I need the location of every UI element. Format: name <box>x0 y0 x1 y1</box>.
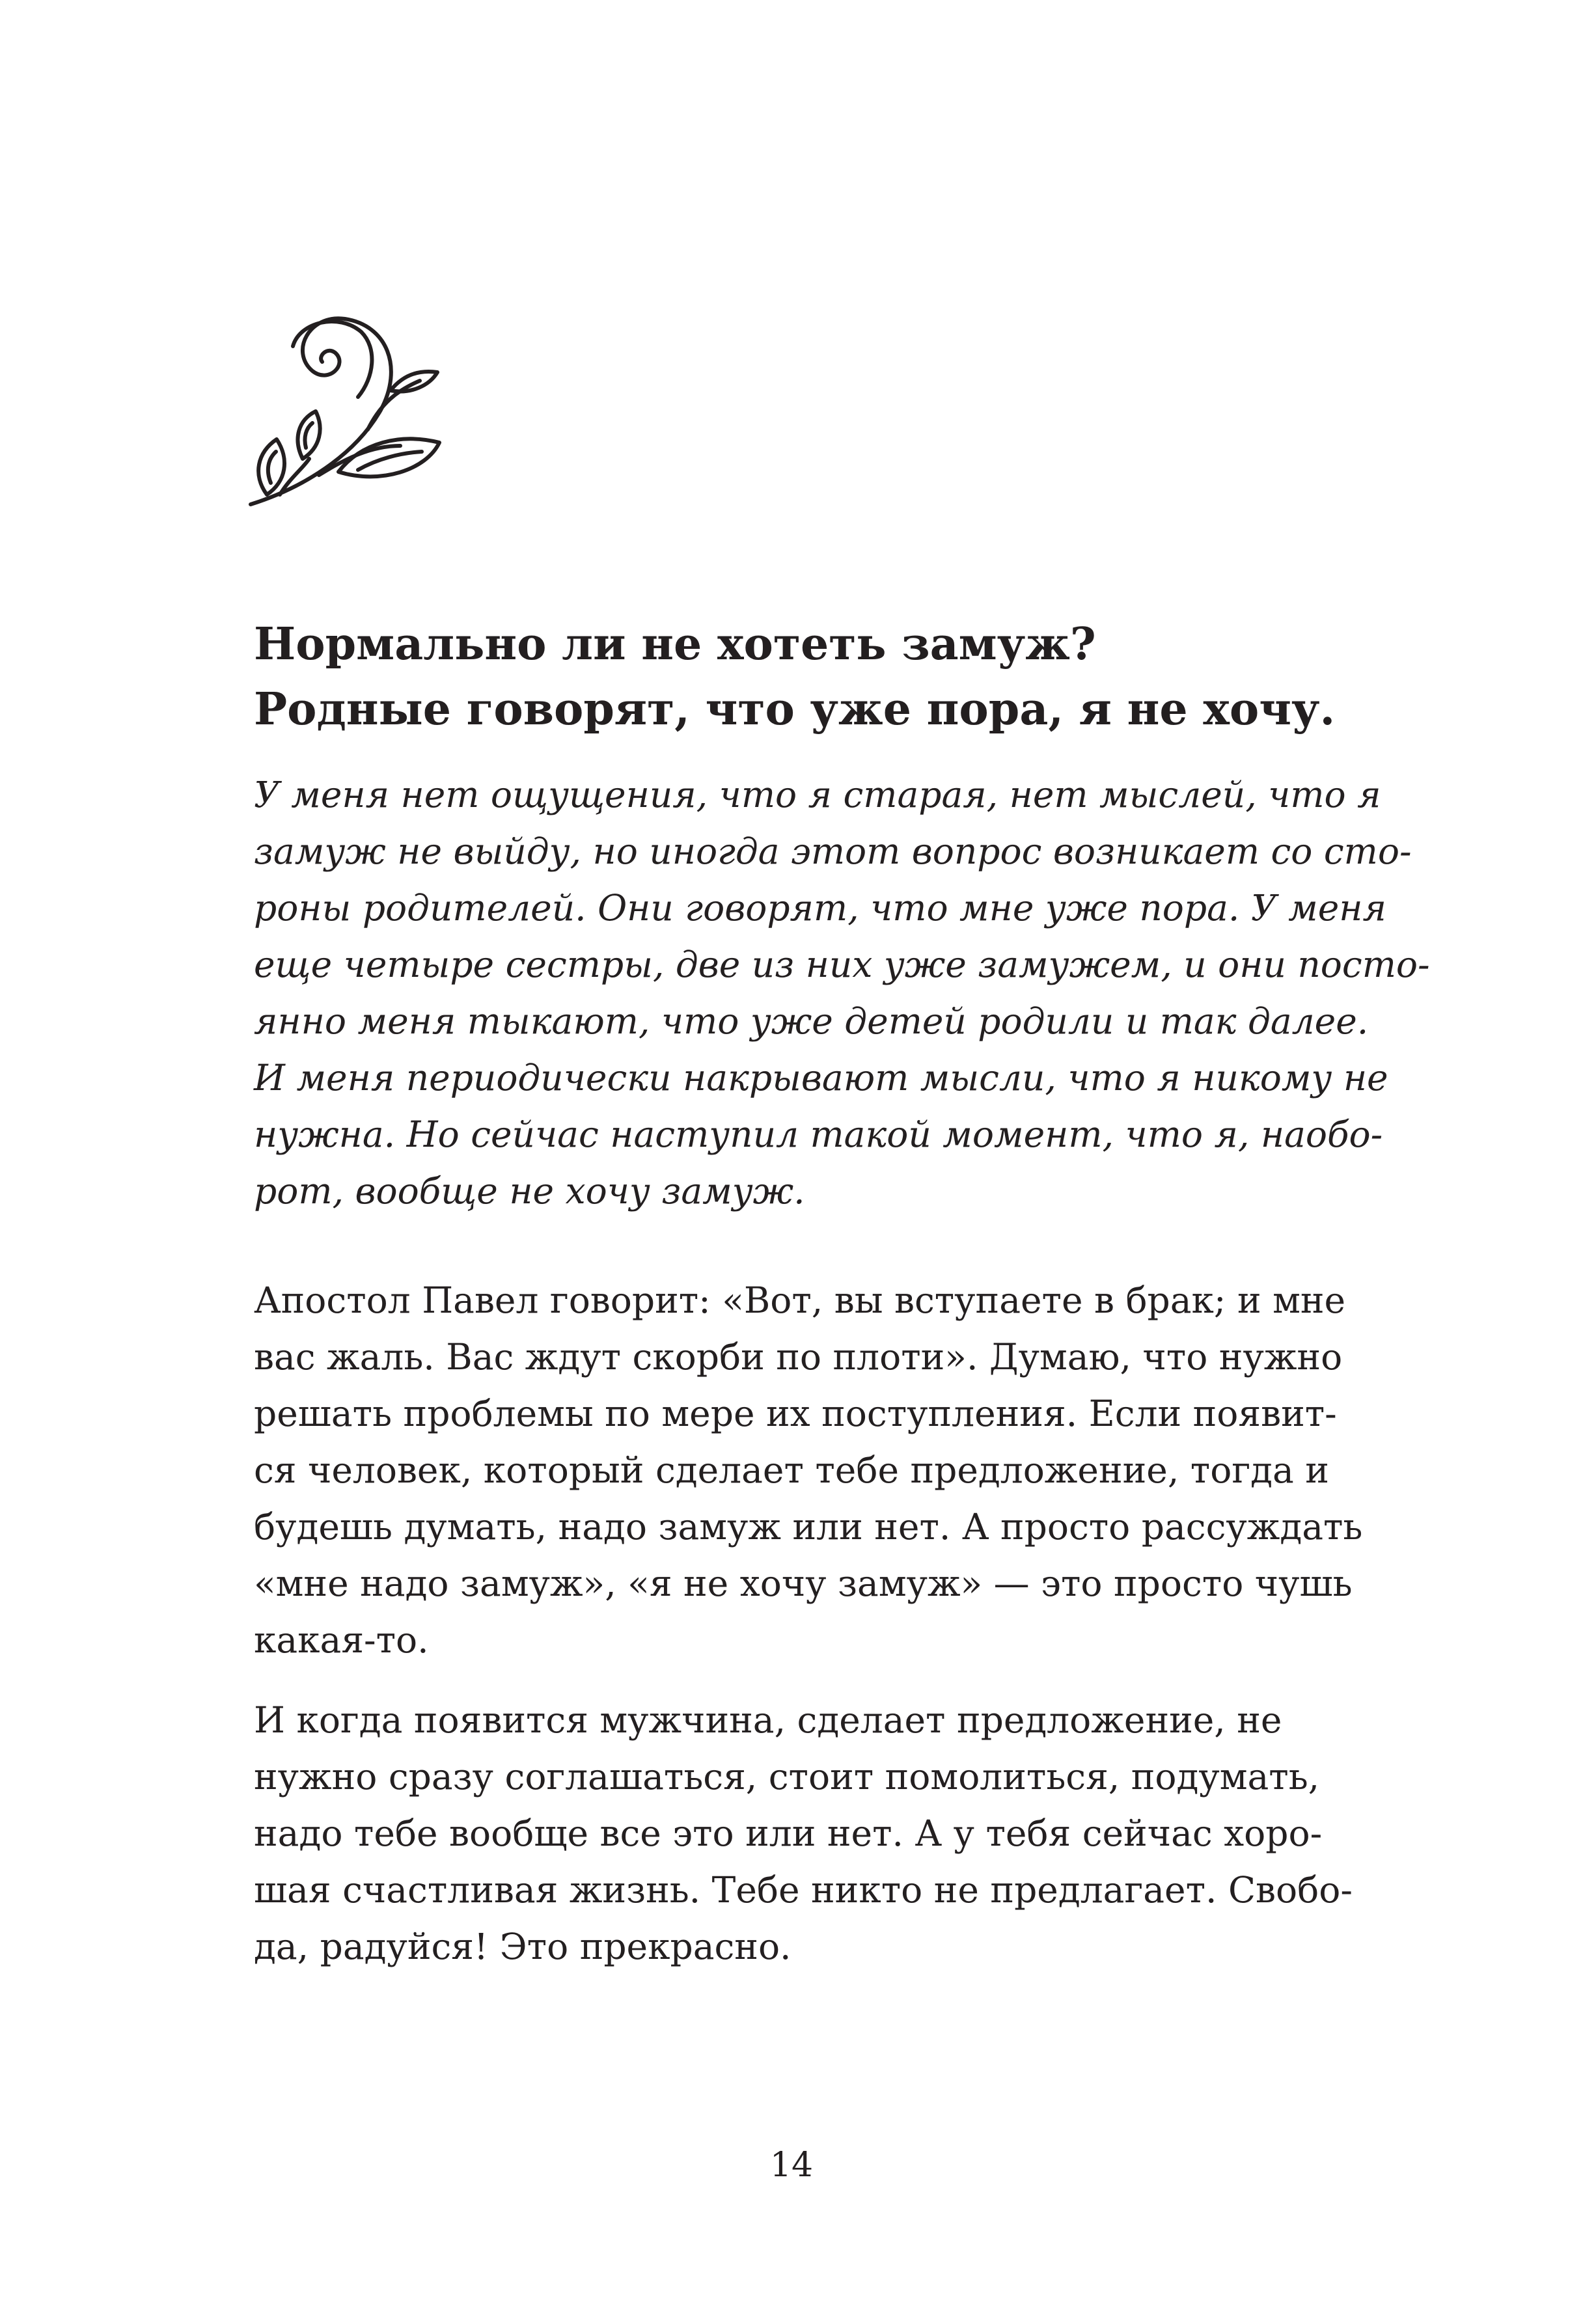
answer-line: надо тебе вообще все это или нет. А у тебя сейчас хоро- <box>254 1812 1323 1854</box>
answer-line: какая-то. <box>254 1619 429 1661</box>
question-line: У меня нет ощущения, что я старая, нет мыслей, что я <box>254 774 1381 815</box>
answer-line: ся человек, который сделает тебе предложение, тогда и <box>254 1449 1329 1491</box>
answer-line: шая счастливая жизнь. Тебе никто не предлагает. Свобо- <box>254 1869 1353 1911</box>
answer-line: Апостол Павел говорит: «Вот, вы вступаете в брак; и мне <box>254 1279 1346 1321</box>
page-number: 14 <box>769 2146 814 2185</box>
answer-line: решать проблемы по мере их поступления. Если появит- <box>254 1393 1337 1434</box>
answer-line: вас жаль. Вас ждут скорби по плоти». Думаю, что нужно <box>254 1336 1343 1378</box>
question-line: замуж не выйду, но иногда этот вопрос возникает со сто- <box>254 830 1412 872</box>
title-line: Нормально ли не хотеть замуж? <box>254 618 1096 670</box>
question-line: еще четыре сестры, две из них уже замужем, и они посто- <box>254 944 1430 985</box>
question-line: рот, вообще не хочу замуж. <box>254 1170 805 1212</box>
title-line: Родные говорят, что уже пора, я не хочу. <box>254 683 1336 735</box>
answer-line: «мне надо замуж», «я не хочу замуж» — это просто чушь <box>254 1563 1353 1604</box>
question-line: И меня периодически накрывают мысли, что я никому не <box>254 1057 1388 1099</box>
question-line: янно меня тыкают, что уже детей родили и так далее. <box>254 1000 1369 1042</box>
reader-question <box>254 767 1430 1220</box>
answer-paragraph <box>254 1692 1360 1975</box>
floral-vine-icon <box>241 299 456 521</box>
answer-paragraph <box>254 1272 1363 1669</box>
answer-line: И когда появится мужчина, сделает предложение, не <box>254 1699 1282 1741</box>
answer-line: нужно сразу соглашаться, стоит помолиться, подумать, <box>254 1756 1320 1798</box>
page-title <box>254 612 1360 742</box>
question-line: роны родителей. Они говорят, что мне уже пора. У меня <box>254 887 1386 929</box>
answer-line: будешь думать, надо замуж или нет. А просто рассуждать <box>254 1506 1363 1548</box>
question-line: нужна. Но сейчас наступил такой момент, что я, наобо- <box>254 1114 1383 1155</box>
answer-line: да, радуйся! Это прекрасно. <box>254 1926 792 1967</box>
